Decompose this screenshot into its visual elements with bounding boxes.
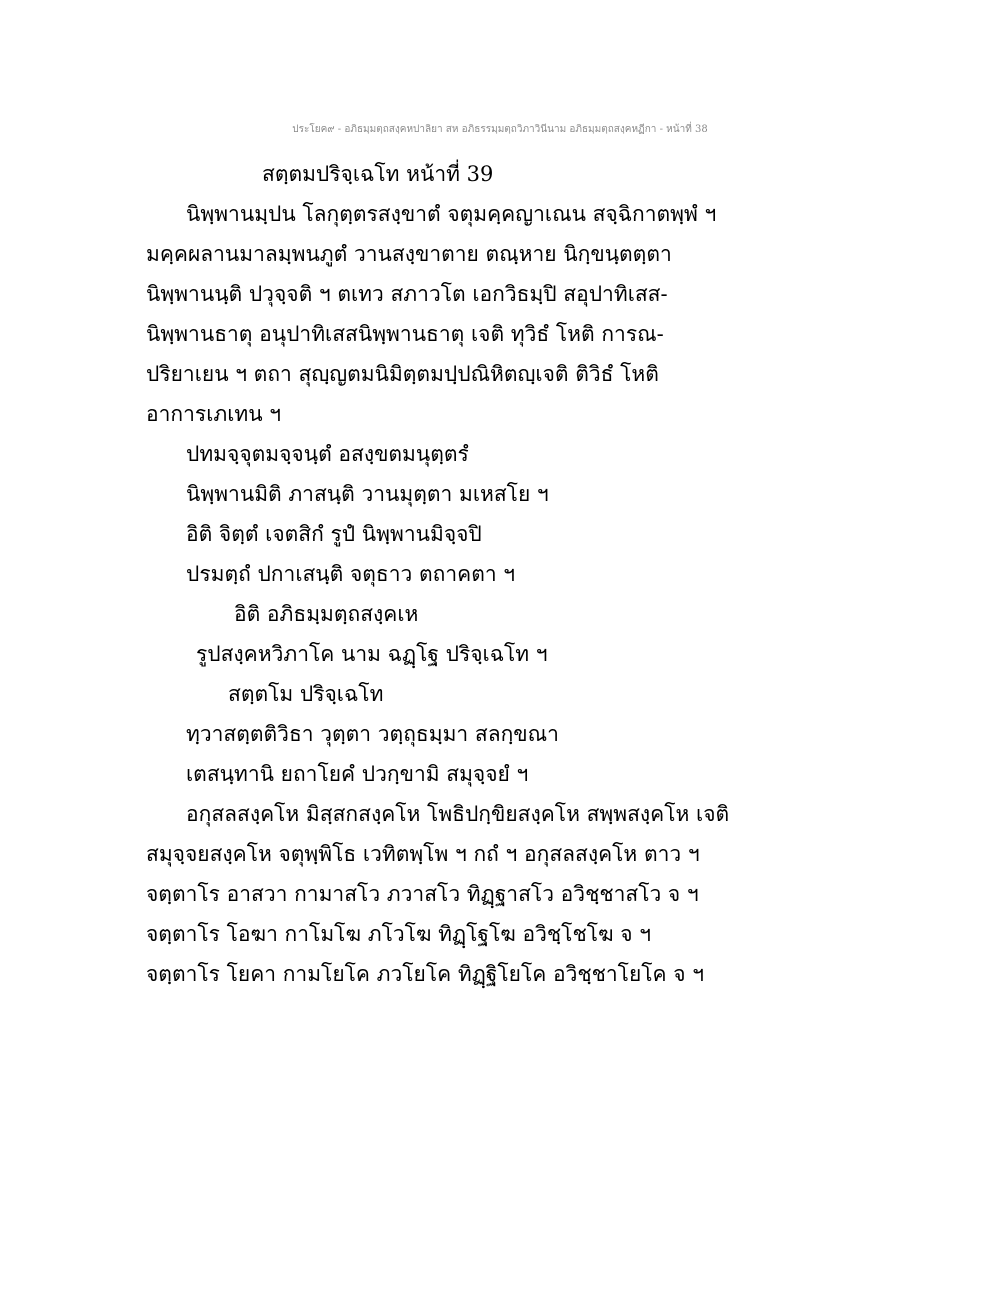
text-line: ปริยาเยน ฯ ตถา สุญฺญตมนิมิตฺตมปฺปณิหิตญฺเจติ ติวิธํ โหติ [146,362,659,386]
running-header: ประโยค๙ - อภิธมฺมตฺถสงฺคหปาลิยา สห อภิธรรมฺมตฺถวิภาวินีนาม อภิธมฺมตฺถสงฺคหฏีกา - หน้าที่ 38 [292,124,708,135]
text-line: นิพฺพานนฺติ ปวุจฺจติ ฯ ตเทว สภาวโต เอกวิธมฺปิ สอุปาทิเสส- [146,282,668,306]
colophon-line: รูปสงฺคหวิภาโค นาม ฉฏฺโฐ ปริจฺเฉโท ฯ [196,642,548,666]
verse-line: ปรมตฺถํ ปกาเสนฺติ จตุธาว ตถาคตา ฯ [186,562,516,586]
text-line: สมุจฺจยสงฺคโห จตุพฺพิโธ เวทิตพฺโพ ฯ กถํ ฯ อกุสลสงฺคโห ตาว ฯ [146,842,700,866]
text-line: มคฺคผลานมาลมฺพนภูตํ วานสงฺขาตาย ตณฺหาย นิกฺขนฺตตฺตา [146,242,672,266]
section-heading: สตฺตมปริจฺเฉโท หน้าที่ 39 [262,162,494,186]
verse-line: ปทมจฺจุตมจฺจนฺตํ อสงฺขตมนุตฺตรํ [186,442,469,466]
verse-line: อิติ จิตฺตํ เจตสิกํ รูปํ นิพฺพานมิจฺจปิ [186,522,482,546]
verse-line: ทฺวาสตฺตติวิธา วุตฺตา วตฺถุธมฺมา สลกฺขณา [186,722,559,746]
chapter-heading: สตฺตโม ปริจฺเฉโท [228,682,384,706]
text-line: นิพฺพานมฺปน โลกุตฺตรสงฺขาตํ จตุมคฺคญาเณน สจฺฉิกาตพฺพํ ฯ [186,202,717,226]
text-line: อาการเภเทน ฯ [146,402,282,426]
verse-line: นิพฺพานมิติ ภาสนฺติ วานมุตฺตา มเหสโย ฯ [186,482,549,506]
text-line: อกุสลสงฺคโห มิสฺสกสงฺคโห โพธิปกฺขิยสงฺคโห สพฺพสงฺคโห เจติ [186,802,730,826]
verse-line: เตสนฺทานิ ยถาโยคํ ปวกฺขามิ สมุจฺจยํ ฯ [186,762,529,786]
text-line: นิพฺพานธาตุ อนุปาทิเสสนิพฺพานธาตุ เจติ ทุวิธํ โหติ การณ- [146,322,664,346]
text-line: จตฺตาโร โยคา กามโยโค ภวโยโค ทิฏฺฐิโยโค อวิชฺชาโยโค จ ฯ [146,962,705,986]
text-line: จตฺตาโร โอฆา กาโมโฆ ภโวโฆ ทิฏฺโฐโฆ อวิชฺโชโฆ จ ฯ [146,922,652,946]
colophon-line: อิติ อภิธมฺมตฺถสงฺคเห [234,602,419,626]
text-line: จตฺตาโร อาสวา กามาสโว ภวาสโว ทิฏฺฐาสโว อวิชฺชาสโว จ ฯ [146,882,699,906]
